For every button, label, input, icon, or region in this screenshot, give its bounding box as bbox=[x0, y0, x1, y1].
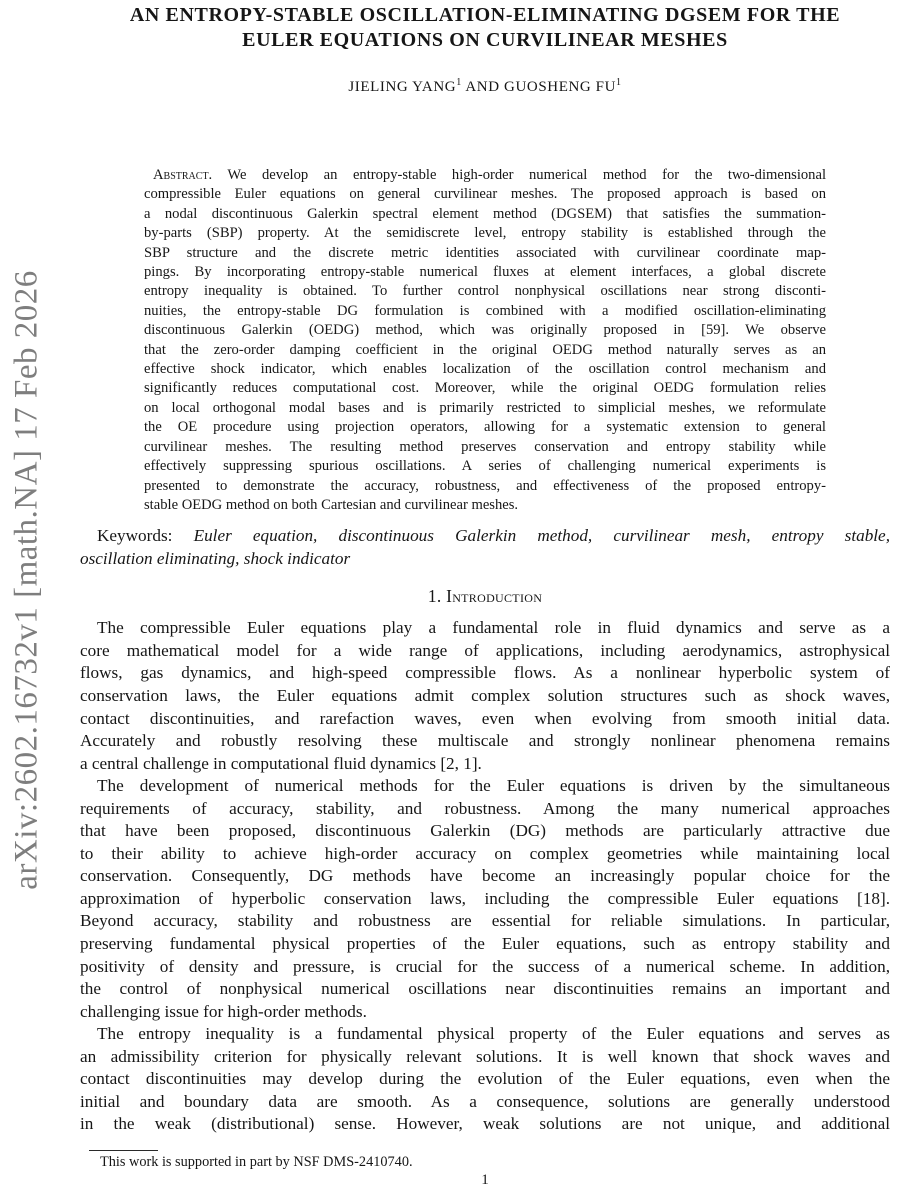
footnote-rule bbox=[89, 1150, 158, 1151]
authors-line bbox=[80, 79, 890, 96]
intro-paragraph-3: The entropy inequality is a fundamental physical property of the Euler equations and serves as an admissibility criterion for physically relevant solutions. It is well known that shock waves and contact discontinuities may develop during the evolution of the Euler equations, even when the initial and boundary data are smooth. As a consequence, solutions are generally understood in the weak (distributional) sense. However, weak solutions are not unique, and additional bbox=[80, 1024, 890, 1134]
author-2-affiliation-mark: 1 bbox=[616, 77, 622, 88]
author-1: JIELING YANG bbox=[348, 79, 457, 95]
section-heading-introduction: 1. Introduction bbox=[427, 586, 543, 607]
author-1-affiliation-mark: 1 bbox=[456, 77, 462, 88]
author-2: GUOSHENG FU bbox=[504, 79, 617, 95]
keywords-label: Keywords: bbox=[97, 526, 173, 546]
abstract-label: Abstract. bbox=[153, 167, 213, 183]
paper-title: AN ENTROPY-STABLE OSCILLATION-ELIMINATING DGSEM FOR THE EULER EQUATIONS ON CURVILINEAR MESHES bbox=[129, 4, 841, 51]
keywords-list-part-2: oscillation eliminating, shock indicator bbox=[80, 549, 351, 569]
abstract-first-line bbox=[144, 166, 826, 185]
abstract-first-line-text: We develop an entropy-stable high-order numerical method for the two-dimensional bbox=[212, 167, 826, 183]
authors-separator: AND bbox=[461, 79, 505, 95]
footnote-text: This work is supported in part by NSF DMS-2410740. bbox=[100, 1153, 413, 1170]
keywords bbox=[80, 524, 890, 570]
introduction-body bbox=[80, 617, 890, 1136]
keywords-list-part-1: Euler equation, discontinuous Galerkin method, curvilinear mesh, entropy stable, bbox=[172, 526, 890, 546]
arxiv-watermark: arXiv:2602.16732v1 [math.NA] 17 Feb 2026 bbox=[8, 270, 45, 890]
abstract-body: compressible Euler equations on general curvilinear meshes. The proposed approach is based on a nodal discontinuous Galerkin spectral element method (DGSEM) that satisfies the summation- by-parts (SBP) property. At the semidiscrete level, entropy stability is established through the SBP structure and the discrete metric identities associated with curvilinear coordinate map- pings. By incorporating entropy-stable numerical fluxes at element interfaces, a global discrete entropy inequality is obtained. To further control nonphysical oscillations near strong disconti- nuities, the entropy-stable DG formulation is combined with a modified oscillation-eliminating discontinuous Galerkin (OEDG) method, which was originally proposed in [59]. We observe that the zero-order damping coefficient in the original OEDG method naturally serves as an effective shock indicator, which enables localization of the oscillation control mechanism and significantly reduces computational cost. Moreover, while the original OEDG formulation relies on local orthogonal modal bases and is primarily restricted to simplicial meshes, we reformulate the OE procedure using projection operators, allowing for a systematic extension to general curvilinear meshes. The resulting method preserves conservation and entropy stability while effectively suppressing spurious oscillations. A series of challenging numerical experiments is presented to demonstrate the accuracy, robustness, and effectiveness of the proposed entropy- stable OEDG method on both Cartesian and curvilinear meshes. bbox=[144, 186, 826, 513]
keywords-line-1 bbox=[80, 524, 890, 547]
paper-page bbox=[80, 0, 890, 1189]
intro-paragraph-1: The compressible Euler equations play a fundamental role in fluid dynamics and serve as a core mathematical model for a wide range of applications, including aerodynamics, astrophysical flows, gas dynamics, and high-speed compressible flows. As a nonlinear hyperbolic system of conservation laws, the Euler equations admit complex solution structures such as shock waves, contact discontinuities, and rarefaction waves, even when evolving from smooth initial data. Accurately and robustly resolving these multiscale and strongly nonlinear phenomena remains a central challenge in computational fluid dynamics [2, 1]. bbox=[80, 618, 890, 773]
page-number: 1 bbox=[481, 1171, 489, 1188]
intro-paragraph-2: The development of numerical methods for the Euler equations is driven by the simultaneous requirements of accuracy, stability, and robustness. Among the many numerical approaches that have been proposed, discontinuous Galerkin (DG) methods are particularly attractive due to their ability to achieve high-order accuracy on complex geometries while maintaining local conservation. Consequently, DG methods have become an increasingly popular choice for the approximation of hyperbolic conservation laws, including the compressible Euler equations [18]. Beyond accuracy, stability and robustness are essential for reliable simulations. In particular, preserving fundamental physical properties of the Euler equations, such as entropy stability and positivity of density and pressure, is crucial for the success of a numerical scheme. In addition, the control of nonphysical numerical oscillations near discontinuities remains an important and challenging issue for high-order methods. bbox=[80, 776, 890, 1021]
abstract bbox=[144, 166, 826, 515]
